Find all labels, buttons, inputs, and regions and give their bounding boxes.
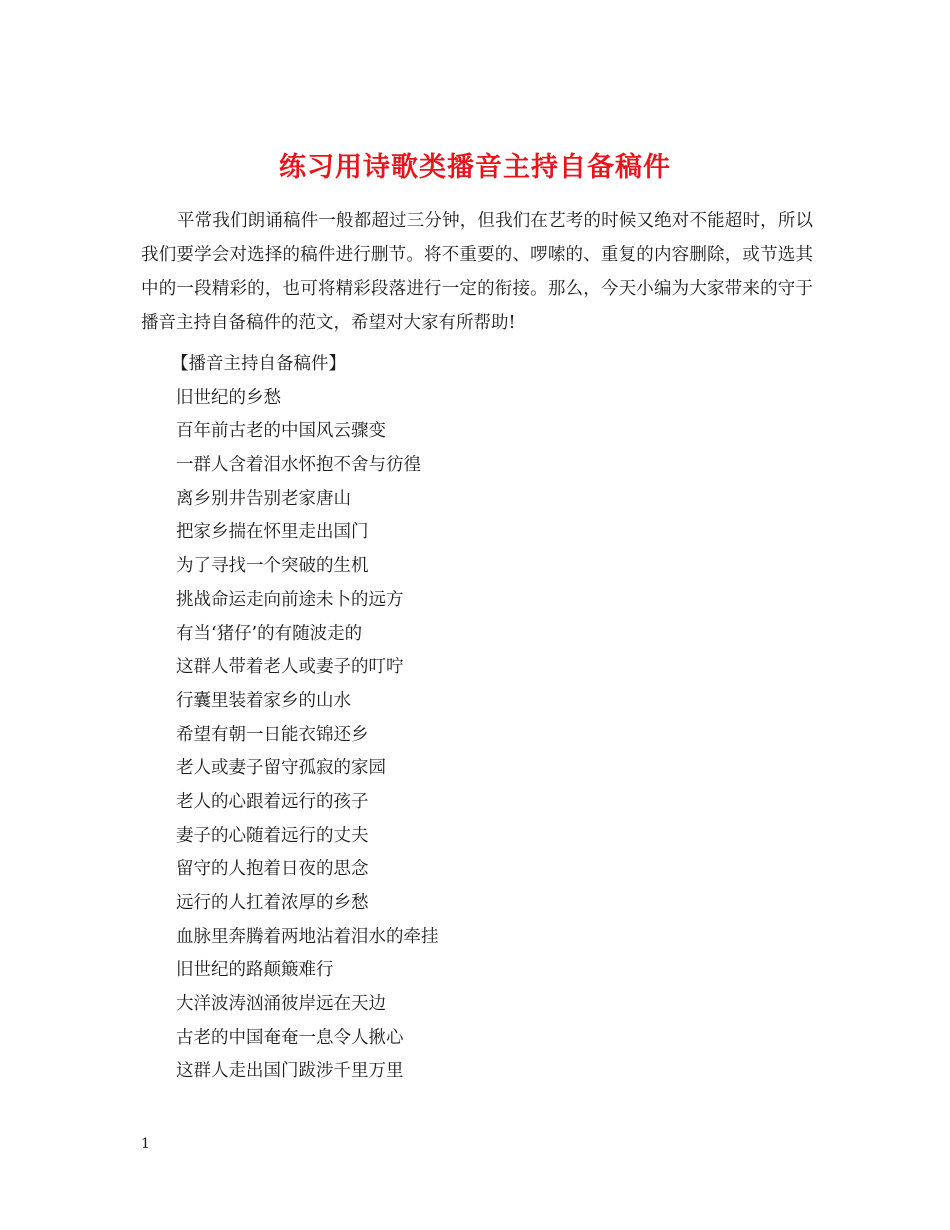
poem-body: [171, 348, 816, 1089]
poem-line: 留守的人抱着日夜的思念: [176, 859, 369, 880]
intro-paragraph: 平常我们朗诵稿件一般都超过三分钟，但我们在艺考的时候又绝对不能超时，所以我们要学会对选择的稿件进行删节。将不重要的、啰嗦的、重复的内容删除，或节选其中的一段精彩的，也可将精彩段落进行一定的衔接。那么，今天小编为大家带来的守于播音主持自备稿件的范文，希望对大家有所帮助!: [141, 211, 813, 333]
poem-line: 远行的人扛着浓厚的乡愁: [176, 893, 369, 913]
poem-line: 老人的心跟着远行的孩子: [176, 791, 369, 812]
section-heading: 【播音主持自备稿件】: [171, 354, 346, 374]
poem-line: 古老的中国奄奄一息令人揪心: [176, 1027, 404, 1048]
poem-line: 把家乡揣在怀里走出国门: [176, 522, 369, 543]
poem-line: 希望有朝一日能衣锦还乡: [176, 724, 369, 745]
poem-line: 离乡别井告别老家唐山: [176, 488, 351, 509]
poem-line: 大洋波涛汹涌彼岸远在天边: [176, 994, 386, 1015]
poem-line: 行囊里装着家乡的山水: [176, 690, 351, 711]
poem-line: 挑战命运走向前途未卜的远方: [176, 589, 404, 610]
poem-line: 为了寻找一个突破的生机: [176, 556, 369, 577]
poem-line: 百年前古老的中国风云骤变: [176, 421, 386, 442]
poem-line: 妻子的心随着远行的丈夫: [176, 825, 369, 846]
document-title: 练习用诗歌类播音主持自备稿件: [279, 152, 671, 184]
poem-line: 老人或妻子留守孤寂的家园: [176, 758, 386, 779]
poem-line: 一群人含着泪水怀抱不舍与彷徨: [176, 455, 421, 476]
poem-line: 这群人走出国门跋涉千里万里: [176, 1061, 404, 1082]
page-number: 1: [141, 1136, 150, 1152]
poem-line: 旧世纪的乡愁: [176, 387, 281, 408]
poem-line: 旧世纪的路颠簸难行: [176, 960, 334, 981]
poem-line: 有当‘猪仔’的有随波走的: [176, 623, 363, 644]
poem-line: 血脉里奔腾着两地沾着泪水的牵挂: [176, 926, 439, 947]
poem-line: 这群人带着老人或妻子的叮咛: [176, 657, 404, 678]
